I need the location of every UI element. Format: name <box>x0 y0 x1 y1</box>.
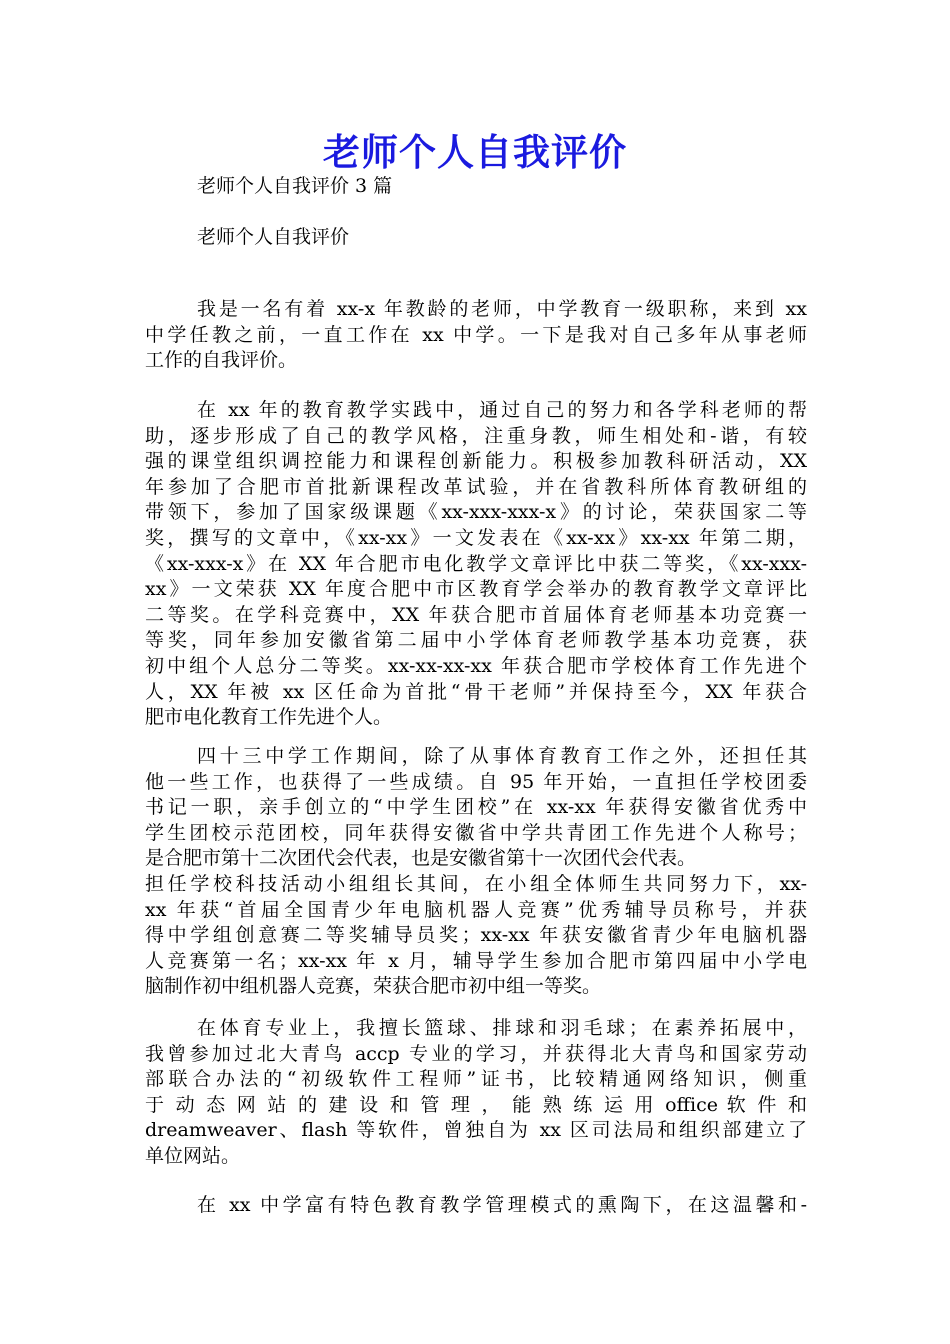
paragraph-line: 部联合办法的“初级软件工程师”证书，比较精通网络知识，侧重 <box>145 1068 807 1091</box>
paragraph-line: 脑制作初中组机器人竞赛，荣获合肥市初中组一等奖。 <box>145 975 602 998</box>
paragraph-line: 书记一职，亲手创立的“中学生团校”在 xx-xx 年获得安徽省优秀中 <box>145 796 807 819</box>
paragraph-line: 我是一名有着 xx-x 年教龄的老师，中学教育一级职称，来到 xx <box>197 298 807 320</box>
paragraph-line: 等奖，同年参加安徽省第二届中小学体育老师教学基本功竞赛，获 <box>145 629 807 652</box>
paragraph-line: 年参加了合肥市首批新课程改革试验，并在省教科所体育教研组的 <box>145 475 807 498</box>
paragraph-line: 中学任教之前，一直工作在 xx 中学。一下是我对自己多年从事老师 <box>145 323 807 346</box>
paragraph-line: 于 动 态 网 站 的 建 设 和 管 理 ， 能 熟 练 运 用 office 软 件 和 <box>145 1093 807 1116</box>
paragraph-line: 初中组个人总分二等奖。xx-xx-xx-xx 年获合肥市学校体育工作先进个 <box>145 654 807 677</box>
paragraph-5 <box>145 1193 807 1219</box>
paragraph-line: 四十三中学工作期间，除了从事体育教育工作之外，还担任其 <box>197 745 807 767</box>
paragraph-line: 我曾参加过北大青鸟 accp 专业的学习，并获得北大青鸟和国家劳动 <box>145 1042 807 1065</box>
document-title: 老师个人自我评价 <box>323 130 627 174</box>
paragraph-line: 得中学组创意赛二等奖辅导员奖；xx-xx 年获安徽省青少年电脑机器 <box>145 924 807 947</box>
paragraph-line: 学生团校示范团校，同年获得安徽省中学共青团工作先进个人称号； <box>145 821 807 844</box>
paragraph-line: dreamweaver、flash 等软件，曾独自为 xx 区司法局和组织部建立了 <box>145 1119 807 1142</box>
paragraph-3 <box>145 744 807 1000</box>
paragraph-line: 在体育专业上，我擅长篮球、排球和羽毛球；在素养拓展中， <box>197 1017 807 1039</box>
paragraph-line: 是合肥市第十二次团代会代表，也是安徽省第十一次团代会代表。 <box>145 847 697 870</box>
paragraph-line: xx 年获“首届全国青少年电脑机器人竞赛”优秀辅导员称号，并获 <box>145 898 807 921</box>
paragraph-line: 人，XX 年被 xx 区任命为首批“骨干老师”并保持至今，XX 年获合 <box>145 680 807 703</box>
paragraph-line: 工作的自我评价。 <box>145 349 298 372</box>
paragraph-1 <box>145 297 807 374</box>
paragraph-line: 强的课堂组织调控能力和课程创新能力。积极参加教科研活动，XX <box>145 450 807 473</box>
paragraph-line: 在 xx 年的教育教学实践中，通过自己的努力和各学科老师的帮 <box>197 399 807 421</box>
paragraph-line: 奖，撰写的文章中，《xx-xx》一文发表在《xx-xx》xx-xx 年第二期， <box>145 526 807 549</box>
paragraph-line: 他一些工作，也获得了一些成绩。自 95 年开始，一直担任学校团委 <box>145 770 807 793</box>
paragraph-line: 人竞赛第一名；xx-xx 年 x 月，辅导学生参加合肥市第四届中小学电 <box>145 949 807 972</box>
paragraph-line: 担任学校科技活动小组组长其间，在小组全体师生共同努力下，xx- <box>145 872 807 895</box>
paragraph-line: 助，逐步形成了自己的教学风格，注重身教，师生相处和-谐，有较 <box>145 424 807 447</box>
paragraph-4 <box>145 1016 807 1170</box>
paragraph-line: 在 xx 中学富有特色教育教学管理模式的熏陶下，在这温馨和- <box>197 1194 807 1216</box>
paragraph-line: 肥市电化教育工作先进个人。 <box>145 706 393 729</box>
section-heading: 老师个人自我评价 <box>197 226 350 248</box>
document-subtitle: 老师个人自我评价 3 篇 <box>197 175 393 197</box>
paragraph-line: 带领下，参加了国家级课题《xx-xxx-xxx-x》的讨论，荣获国家二等 <box>145 501 807 524</box>
paragraph-line: 二等奖。在学科竞赛中，XX 年获合肥市首届体育老师基本功竞赛一 <box>145 603 807 626</box>
paragraph-line: 单位网站。 <box>145 1144 241 1167</box>
paragraph-2 <box>145 398 807 731</box>
paragraph-line: 《xx-xxx-x》在 XX 年合肥市电化教学文章评比中获二等奖，《xx-xxx- <box>145 552 807 575</box>
paragraph-line: xx》一文荣获 XX 年度合肥中市区教育学会举办的教育教学文章评比 <box>145 578 807 601</box>
